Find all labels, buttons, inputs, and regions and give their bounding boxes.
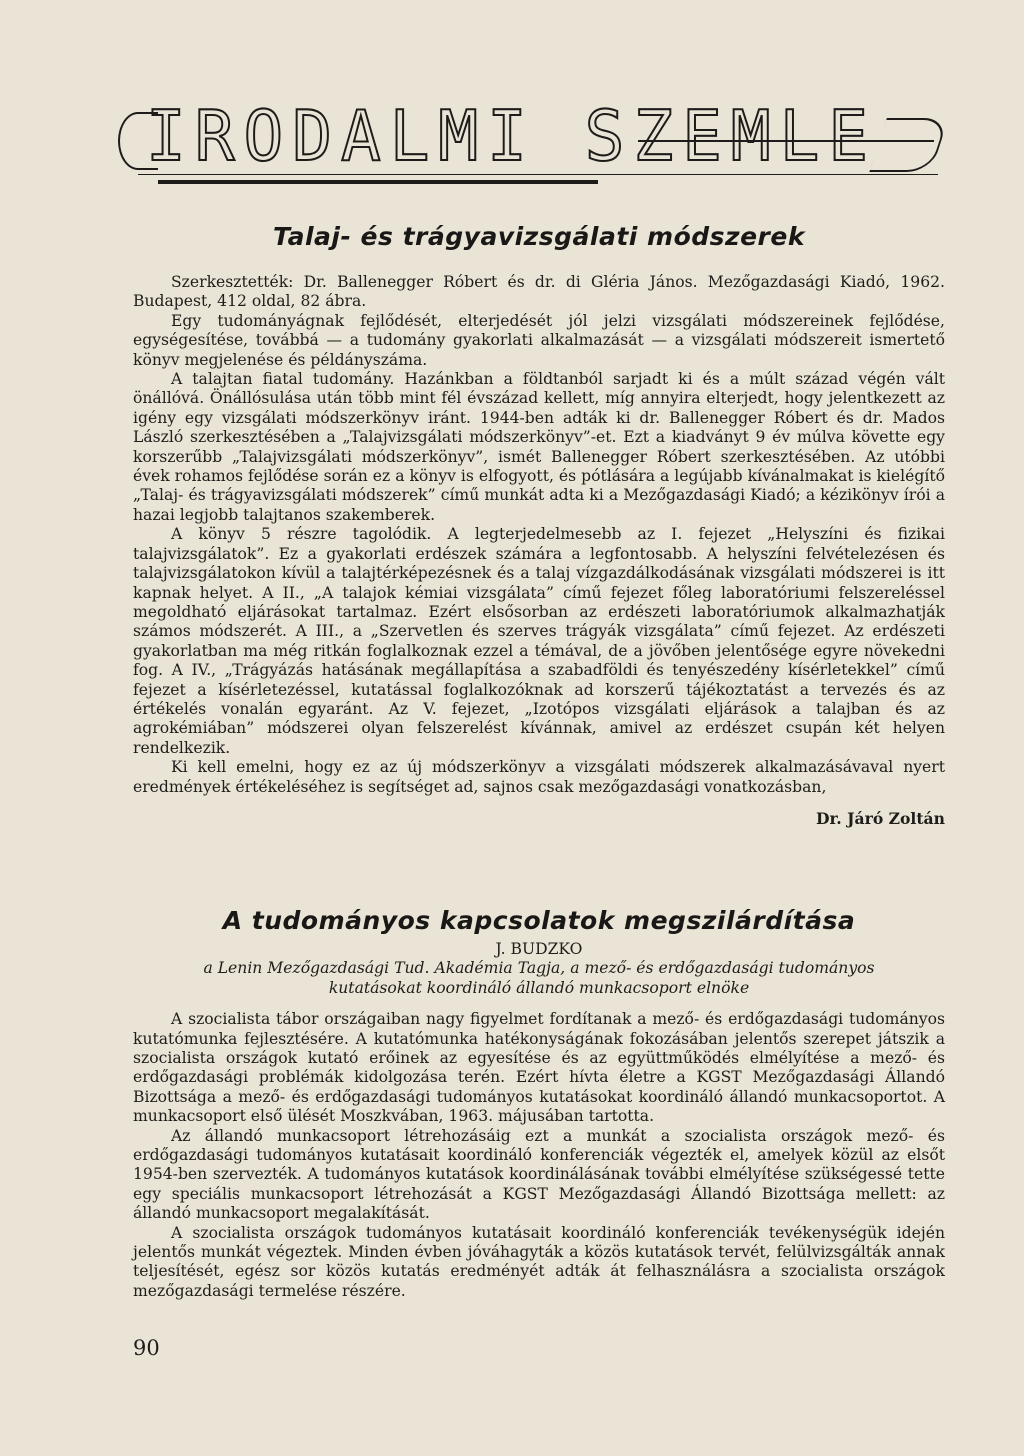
- review-title: Talaj- és trágyavizsgálati módszerek: [273, 222, 805, 251]
- review-paragraph: Egy tudományágnak fejlődését, elterjedését jól jelzi vizsgálati módszereinek fejlődése, egységesítése, továbbá — a tudomány gyakorlati alkalmazását — a vizsgálati módszereit ismertető könyv megjelenése és példányszáma.: [133, 311, 945, 369]
- article-affiliation-line-2: kutatásokat koordináló állandó munkacsoport elnöke: [328, 978, 750, 997]
- article-title: A tudományos kapcsolatok megszilárdítása: [222, 906, 856, 935]
- article-paragraph: A szocialista országok tudományos kutatásait koordináló konferenciák tevékenységük idején jelentős munkát végeztek. Minden évben jóváhagyták a közös kutatások tervét, felülvizsgálták annak teljesítését, egész sor közös kutatás eredményét adták át felhasználásra a szocialista országok mezőgazdasági termelése részére.: [133, 1223, 945, 1300]
- masthead-title: IRODALMI SZEMLE: [146, 96, 878, 177]
- masthead-banner: [118, 96, 942, 182]
- article-author: J. BUDZKO: [495, 940, 583, 958]
- review-paragraph: Ki kell emelni, hogy ez az új módszerkönyv a vizsgálati módszerek alkalmazásávaval nyert eredmények értékeléséhez is segítséget ad, sajnos csak mezőgazdasági vonatkozásban,: [133, 758, 945, 796]
- review-bibliography: Szerkesztették: Dr. Ballenegger Róbert és dr. di Gléria János. Mezőgazdasági Kiadó, 1962. Budapest, 412 oldal, 82 ábra.: [133, 273, 945, 311]
- review-section: [133, 222, 945, 828]
- review-paragraph: A talajtan fiatal tudomány. Hazánkban a földtanból sarjadt ki és a múlt század végén vált önállóvá. Önállósulása után több mint fél évszázad kellett, míg annyira elterjedt, hogy jelentkezett az igény egy vizsgálati módszerkönyv iránt. 1944-ben adták ki dr. Ballenegger Róbert és dr. Mados László szerkesztésében a „Talajvizsgálati módszerkönyv”-et. Ezt a kiadványt 9 év múlva követte egy korszerűbb „Talajvizsgálati módszerkönyv”, ismét Ballenegger Róbert szerkesztésében. Az utóbbi évek rohamos fejlődése során ez a könyv is elfogyott, és pótlására a legújabb kívánalmakat is kielégítő „Talaj- és trágyavizsgálati módszerek” című munkát adta ki a Mezőgazdasági Kiadó; a kézikönyv írói a hazai legjobb talajtanos szakemberek.: [133, 370, 945, 524]
- masthead-right-bracket: [869, 118, 949, 172]
- review-signature: Dr. Járó Zoltán: [815, 808, 945, 828]
- article-paragraph: Az állandó munkacsoport létrehozásáig ezt a munkát a szocialista országok mező- és erdőgazdasági tudományos kutatásait koordináló konferenciák végezték el, amelyek közül az elsőt 1954-ben szervezték. A tudományos kutatások koordinálásának további elmélyítése szükségessé tette egy speciális munkacsoport létrehozását a KGST Mezőgazdasági Állandó Bizottsága mellett: az állandó munkacsoport megalakítását.: [133, 1126, 945, 1223]
- article-affiliation-line-1: a Lenin Mezőgazdasági Tud. Akadémia Tagja, a mező- és erdőgazdasági tudományos: [203, 959, 875, 977]
- article-section: [133, 906, 945, 1301]
- page-number: 90: [133, 1336, 160, 1360]
- review-paragraph: A könyv 5 részre tagolódik. A legterjedelmesebb az I. fejezet „Helyszíni és fizikai talajvizsgálatok”. Ez a gyakorlati erdészek számára a legfontosabb. A helyszíni felvételezésen és talajvizsgálatokon kívül a talajtérképezésnek és a talaj vízgazdálkodásának vizsgálati módszerei is itt kapnak helyet. A II., „A talajok kémiai vizsgálata” című fejezet főleg laboratóriumi felszereléssel megoldható eljárásokat tartalmaz. Ezért elsősorban az erdészeti laboratóriumok alkalmazhatják számos módszerét. A III., a „Szervetlen és szerves trágyák vizsgálata” című fejezet. Az erdészeti gyakorlatban ma még ritkán foglalkoznak ezzel a témával, de a jövőben jelentősége egyre növekedni fog. A IV., „Trágyázás hatásának megállapítása a szabadföldi és tenyészedény kísérletekkel” című fejezet a kísérletezéssel, kutatással foglalkozóknak ad korszerű tájékoztatást a tervezés és az értékelés vonalán egyaránt. Az V. fejezet, „Izotópos vizsgálati eljárások a talajban és az agrokémiában” módszerei olyan felszerelést kívánnak, amivel az erdészet csupán két helyen rendelkezik.: [133, 525, 945, 757]
- masthead-rule-thick: [158, 180, 598, 184]
- article-paragraph: A szocialista tábor országaiban nagy figyelmet fordítanak a mező- és erdőgazdasági tudományos kutatómunka fejlesztésére. A kutatómunka hatékonyságának fokozásában jelentős szerepet játszik a szocialista országok kutató erőinek az egyesítése és az együttműködés elmélyítése a mező- és erdőgazdasági problémák kidolgozása terén. Ezért hívta életre a KGST Mezőgazdasági Állandó Bizottsága a mező- és erdőgazdasági tudományos kutatásokat koordináló állandó munkacsoportot. A munkacsoport első ülését Moszkvában, 1963. májusában tartotta.: [133, 1010, 945, 1126]
- masthead-rule-thin: [138, 174, 938, 175]
